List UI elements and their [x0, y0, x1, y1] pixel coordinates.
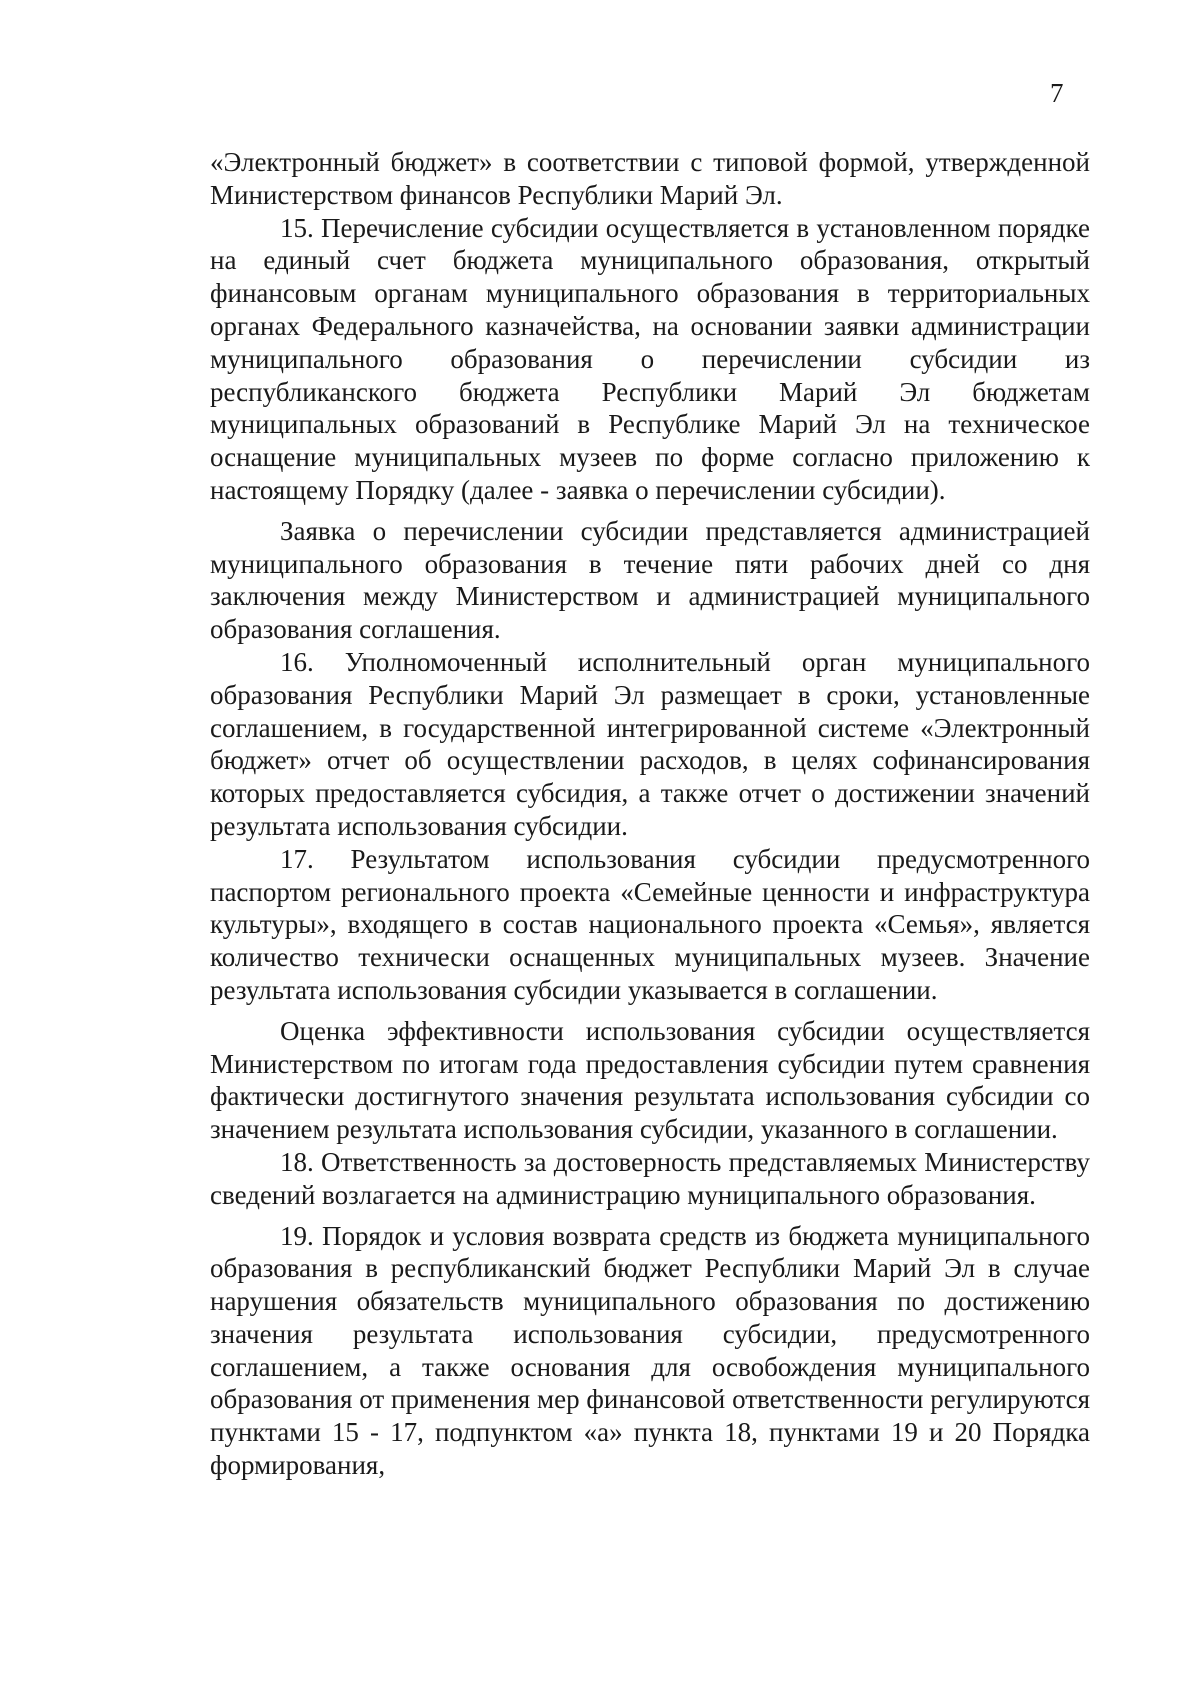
page-number: 7 — [1050, 78, 1064, 108]
paragraph-item-15: 15. Перечисление субсидии осуществляется в установленном порядке на единый счет бюджета муниципального образования, открытый финансовым органам муниципального образования в территориальных органах Федерального казначейства, на основании заявки администрации муниципального образования о перечислении субсидии из республиканского бюджета Республики Марий Эл бюджетам муниципальных образований в Республике Марий Эл на техническое оснащение муниципальных музеев по форме согласно приложению к настоящему Порядку (далее - заявка о перечислении субсидии). — [210, 212, 1090, 505]
paragraph-item-16: 16. Уполномоченный исполнительный орган муниципального образования Республики Марий Эл размещает в сроки, установленные соглашением, в государственной интегрированной системе «Электронный бюджет» отчет об осуществлении расходов, в целях софинансирования которых предоставляется субсидия, а также отчет о достижении значений результата использования субсидии. — [210, 646, 1090, 841]
paragraph-item-18: 18. Ответственность за достоверность представляемых Министерству сведений возлагается на администрацию муниципального образования. — [210, 1146, 1090, 1210]
paragraph-item-17: 17. Результатом использования субсидии предусмотренного паспортом регионального проекта «Семейные ценности и инфраструктура культуры», входящего в состав национального проекта «Семья», является количество технически оснащенных муниципальных музеев. Значение результата использования субсидии указывается в соглашении. — [210, 843, 1090, 1005]
paragraph-item-17-evaluation: Оценка эффективности использования субсидии осуществляется Министерством по итогам года предоставления субсидии путем сравнения фактически достигнутого значения результата использования субсидии со значением результата использования субсидии, указанного в соглашении. — [210, 1015, 1090, 1145]
paragraph-continuation: «Электронный бюджет» в соответствии с типовой формой, утвержденной Министерством финансов Республики Марий Эл. — [210, 147, 1090, 210]
paragraph-item-15-request: Заявка о перечислении субсидии представляется администрацией муниципального образования в течение пяти рабочих дней со дня заключения между Министерством и администрацией муниципального образования соглашения. — [210, 515, 1090, 645]
document-body — [210, 146, 1090, 1482]
paragraph-item-19: 19. Порядок и условия возврата средств из бюджета муниципального образования в республиканский бюджет Республики Марий Эл в случае нарушения обязательств муниципального образования по достижению значения результата использования субсидии, предусмотренного соглашением, а также основания для освобождения муниципального образования от применения мер финансовой ответственности регулируются пунктами 15 - 17, подпунктом «а» пункта 18, пунктами 19 и 20 Порядка формирования, — [210, 1220, 1090, 1481]
